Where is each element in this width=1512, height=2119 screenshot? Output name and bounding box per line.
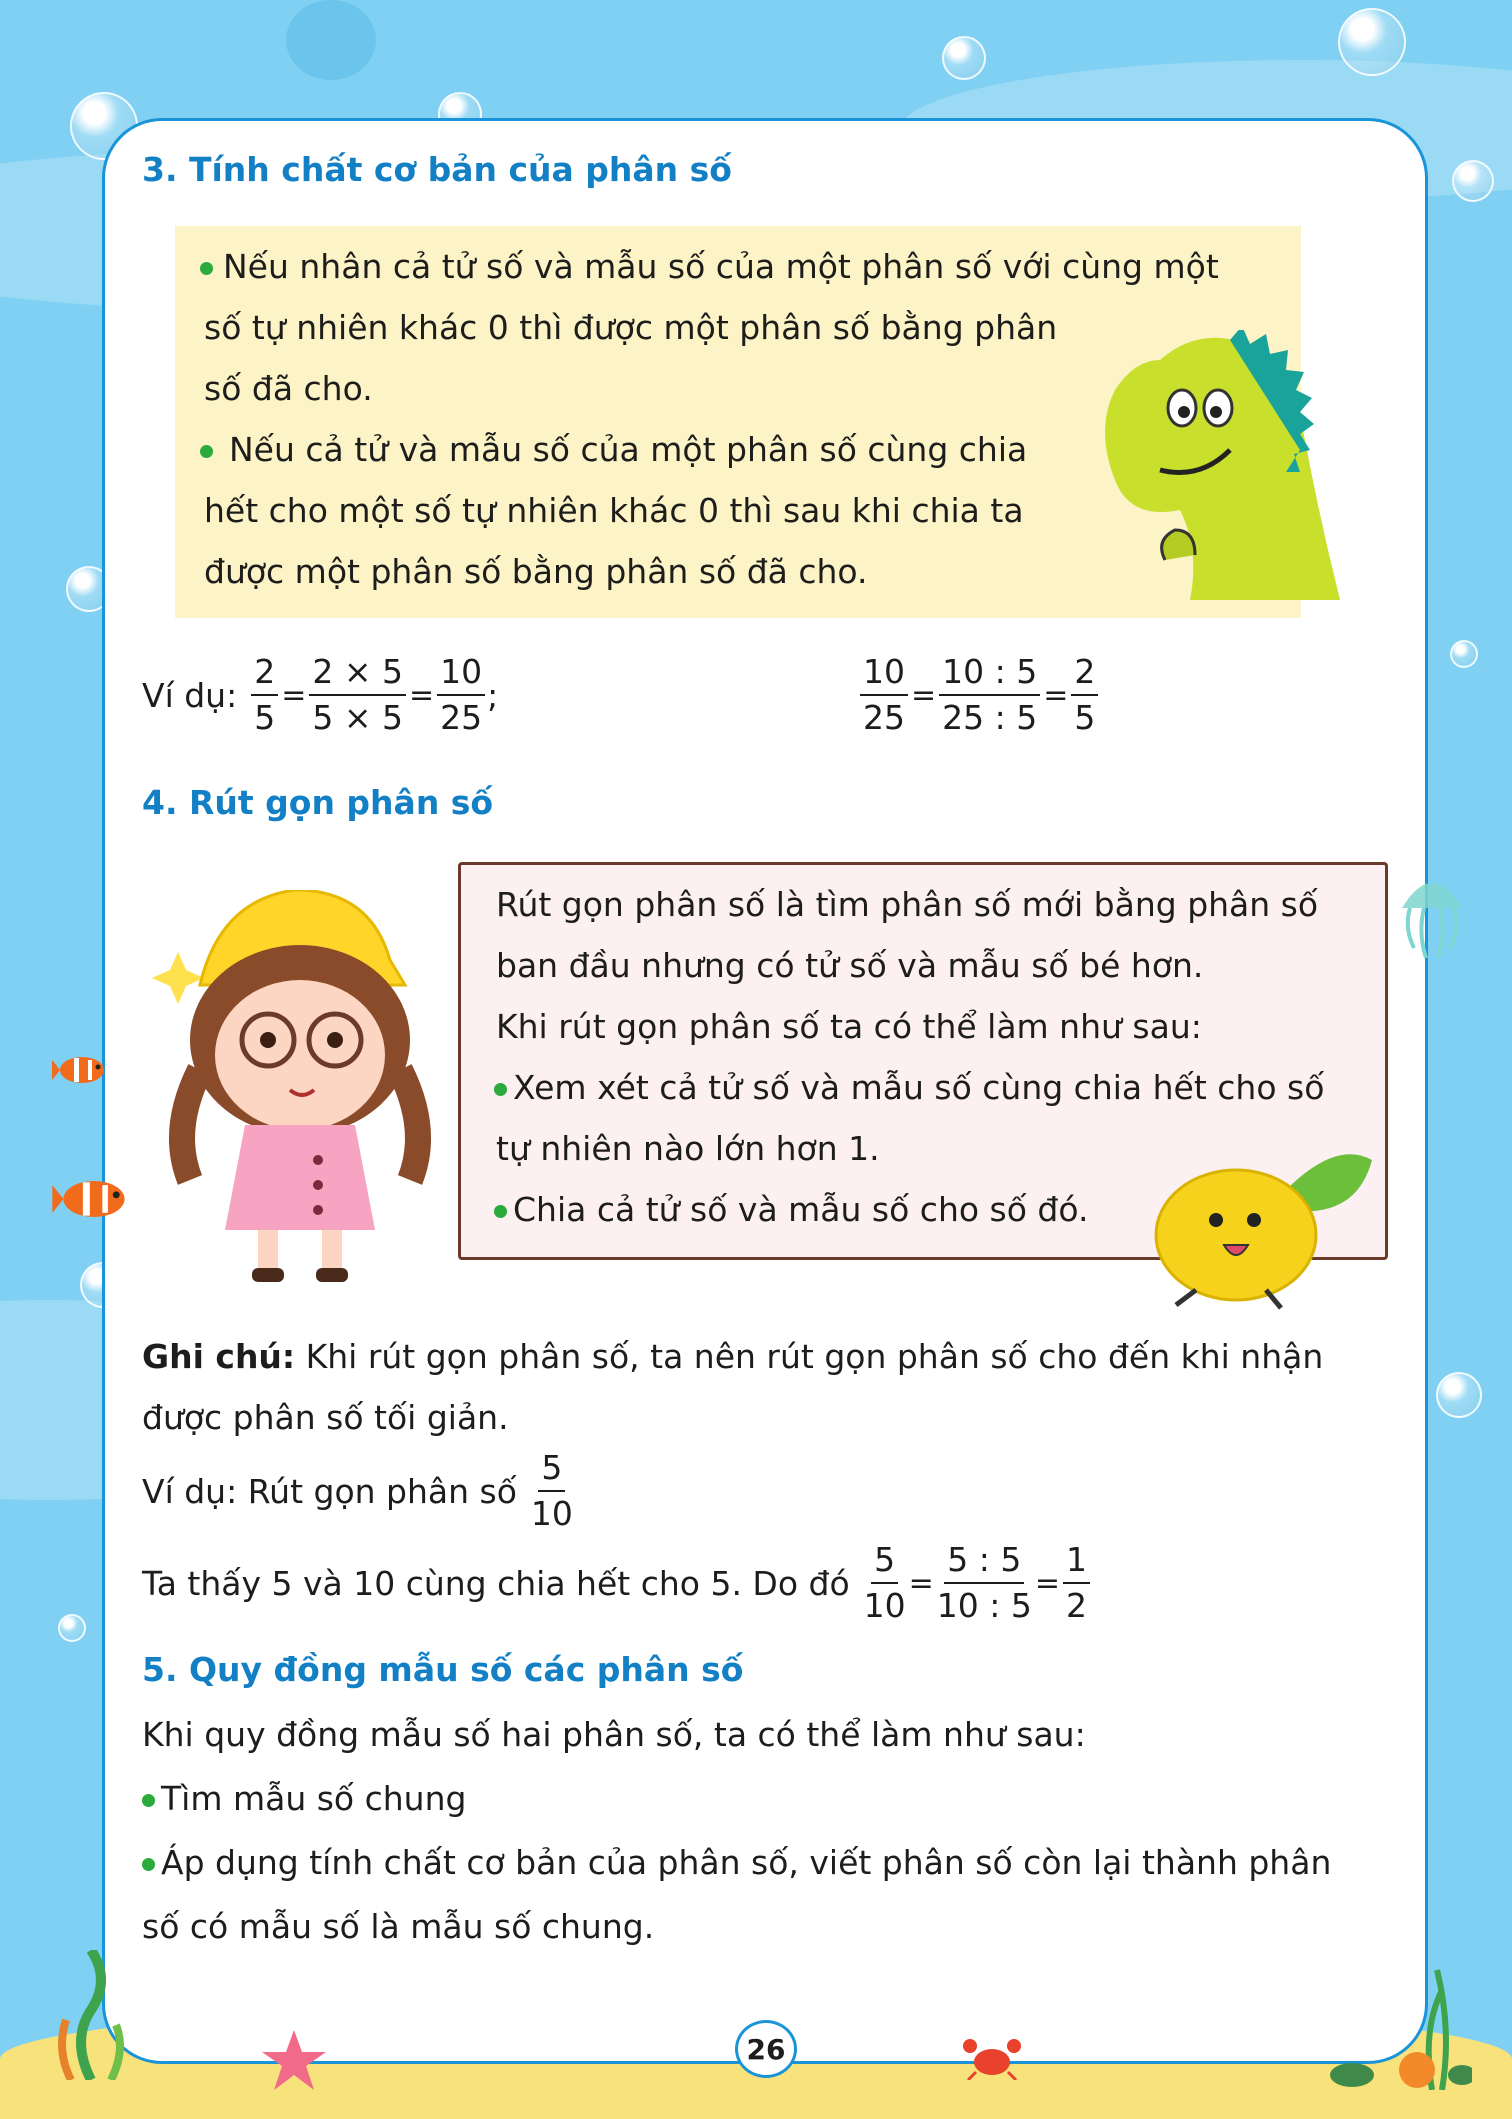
example-label: Ví dụ: <box>142 675 238 715</box>
bullet-icon <box>200 445 213 458</box>
box-line6-text: Chia cả tử số và mẫu số cho số đó. <box>513 1190 1089 1229</box>
fraction <box>531 1446 573 1536</box>
crab-icon <box>962 2032 1022 2080</box>
fraction <box>860 650 908 740</box>
box-line6 <box>494 1179 1088 1240</box>
step1 <box>142 1768 466 1829</box>
fraction-numerator: 5 : 5 <box>944 1538 1024 1584</box>
rule2-line1 <box>200 419 1027 480</box>
note-line1 <box>142 1326 1323 1387</box>
dinosaur-illustration <box>1090 330 1350 600</box>
fraction <box>864 1538 906 1628</box>
fraction-denominator: 5 <box>1074 698 1096 737</box>
page-number: 26 <box>735 2020 797 2078</box>
fraction-numerator: 10 <box>437 650 485 696</box>
equals-sign: = <box>911 677 937 713</box>
bullet-icon <box>200 262 213 275</box>
rule2-line2: hết cho một số tự nhiên khác 0 thì sau khi chia ta <box>204 491 1024 530</box>
rule1-line1 <box>200 236 1219 297</box>
note-line2: được phân số tối giản. <box>142 1398 509 1437</box>
jellyfish-icon <box>1392 868 1472 968</box>
bubble-icon <box>1338 8 1406 76</box>
background-circle <box>286 0 376 80</box>
fraction-numerator: 5 <box>538 1446 565 1492</box>
rule1-line3: số đã cho. <box>204 369 373 408</box>
box-line1: Rút gọn phân số là tìm phân số mới bằng phân số <box>496 885 1319 924</box>
example1 <box>142 650 498 740</box>
equals-sign: = <box>408 677 435 713</box>
step1-text: Tìm mẫu số chung <box>161 1779 467 1818</box>
fraction-denominator: 10 <box>530 1494 573 1533</box>
rule2-line3: được một phân số bằng phân số đã cho. <box>204 552 868 591</box>
fraction <box>309 650 406 740</box>
box-line5: tự nhiên nào lớn hơn 1. <box>496 1129 880 1168</box>
fish-icon <box>52 1174 136 1224</box>
girl-illustration <box>140 890 460 1290</box>
fraction-numerator: 5 <box>871 1538 898 1584</box>
step2-line1 <box>142 1832 1331 1893</box>
fraction <box>937 1538 1032 1628</box>
fraction <box>437 650 485 740</box>
coral-icon <box>1322 1940 1472 2090</box>
box-line4 <box>494 1057 1324 1118</box>
equals-sign: = <box>1043 677 1069 713</box>
fraction-denominator: 5 <box>254 698 276 737</box>
section5-heading: 5. Quy đồng mẫu số các phân số <box>142 1650 744 1689</box>
bubble-icon <box>1436 1372 1482 1418</box>
fraction-denominator: 25 <box>863 698 905 737</box>
step2-text: Áp dụng tính chất cơ bản của phân số, viết phân số còn lại thành phân <box>161 1843 1332 1882</box>
bubble-icon <box>58 1614 86 1642</box>
simplify-conclusion <box>142 1538 1090 1628</box>
box-line2: ban đầu nhưng có tử số và mẫu số bé hơn. <box>496 946 1204 985</box>
fraction-numerator: 10 : 5 <box>939 650 1040 696</box>
simplify-example-text: Ví dụ: Rút gọn phân số <box>142 1471 517 1511</box>
fraction <box>251 650 278 740</box>
step2-line2: số có mẫu số là mẫu số chung. <box>142 1907 655 1946</box>
section5-intro: Khi quy đồng mẫu số hai phân số, ta có thể làm như sau: <box>142 1715 1086 1754</box>
bullet-icon <box>494 1083 507 1096</box>
fraction-denominator: 10 <box>863 1586 906 1625</box>
bubble-icon <box>1450 640 1478 668</box>
fraction-numerator: 1 <box>1063 1538 1090 1584</box>
semicolon: ; <box>487 675 499 715</box>
bullet-icon <box>494 1205 507 1218</box>
fraction <box>1063 1538 1090 1628</box>
fish-icon <box>52 1052 112 1088</box>
fraction <box>939 650 1040 740</box>
fraction-denominator: 5 × 5 <box>312 698 403 737</box>
bullet-icon <box>142 1794 155 1807</box>
section4-heading: 4. Rút gọn phân số <box>142 783 494 822</box>
fraction-denominator: 25 : 5 <box>942 698 1038 737</box>
rule1-text: Nếu nhân cả tử số và mẫu số của một phân số với cùng một <box>223 247 1219 286</box>
simplify-example <box>142 1446 573 1536</box>
bubble-icon <box>942 36 986 80</box>
fraction <box>1071 650 1098 740</box>
equals-sign: = <box>1034 1565 1061 1601</box>
fraction-numerator: 10 <box>860 650 908 696</box>
box-line4-text: Xem xét cả tử số và mẫu số cùng chia hết cho số <box>513 1068 1325 1107</box>
fraction-numerator: 2 <box>251 650 278 696</box>
equals-sign: = <box>908 1565 934 1601</box>
conclusion-text: Ta thấy 5 và 10 cùng chia hết cho 5. Do đó <box>142 1563 850 1603</box>
fraction-denominator: 2 <box>1066 1586 1088 1625</box>
rule1-line2: số tự nhiên khác 0 thì được một phân số bằng phân <box>204 308 1058 347</box>
bubble-icon <box>1452 160 1494 202</box>
section3-heading: 3. Tính chất cơ bản của phân số <box>142 150 732 189</box>
example2 <box>860 650 1098 740</box>
fraction-numerator: 2 × 5 <box>309 650 406 696</box>
fraction-numerator: 2 <box>1071 650 1098 696</box>
box-line3: Khi rút gọn phân số ta có thể làm như sau: <box>496 1007 1202 1046</box>
equals-sign: = <box>281 677 307 713</box>
seaweed-icon <box>46 1950 136 2080</box>
starfish-icon <box>262 2030 326 2090</box>
note-label: Ghi chú: <box>142 1337 296 1376</box>
note-text: Khi rút gọn phân số, ta nên rút gọn phân số cho đến khi nhận <box>295 1337 1324 1376</box>
bullet-icon <box>142 1858 155 1871</box>
fraction-denominator: 10 : 5 <box>936 1586 1032 1625</box>
fraction-denominator: 25 <box>440 698 483 737</box>
rule2-text: Nếu cả tử và mẫu số của một phân số cùng chia <box>229 430 1028 469</box>
lemon-illustration <box>1136 1150 1376 1310</box>
